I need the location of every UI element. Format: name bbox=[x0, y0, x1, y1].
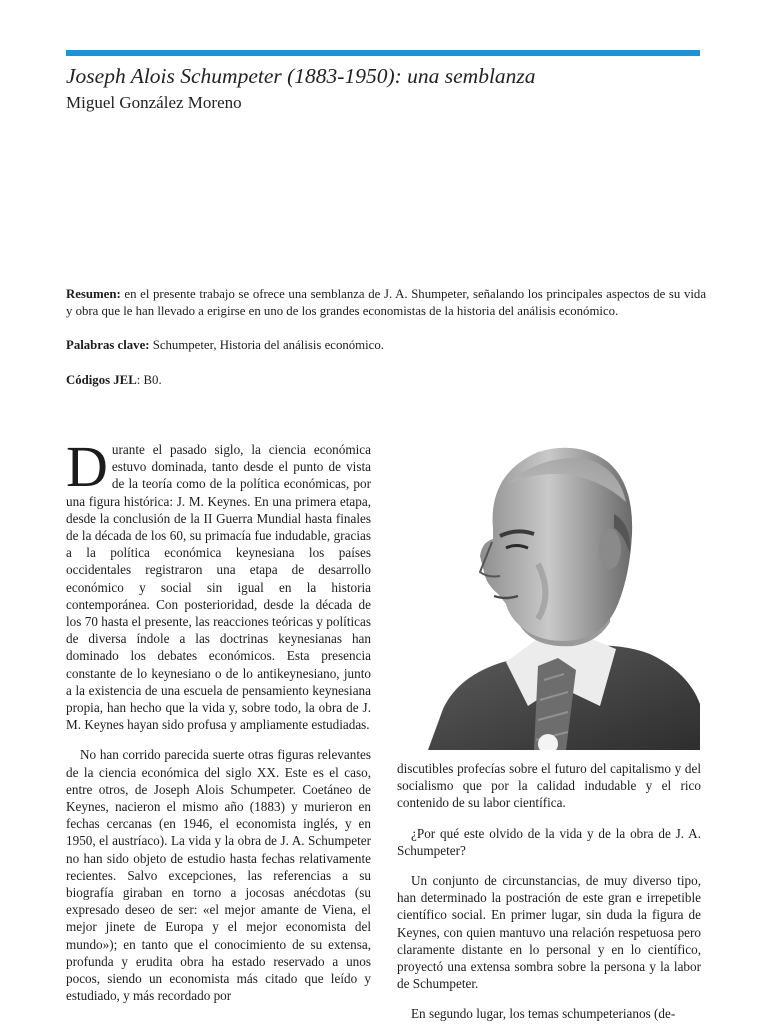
abstract-paragraph bbox=[66, 286, 706, 320]
body-column-right bbox=[397, 760, 701, 1023]
abstract-label: Resumen: bbox=[66, 287, 121, 301]
keywords-text: Schumpeter, Historia del análisis económico. bbox=[152, 338, 384, 352]
body-column-left bbox=[66, 434, 371, 1005]
keywords-line bbox=[66, 337, 706, 354]
jel-label: Códigos JEL bbox=[66, 373, 137, 387]
article-author: Miguel González Moreno bbox=[66, 93, 242, 112]
keywords-label: Palabras clave: bbox=[66, 338, 150, 352]
body-paragraph-4: ¿Por qué este olvido de la vida y de la obra de J. A. Schumpeter? bbox=[397, 825, 701, 858]
body-paragraph-6: En segundo lugar, los temas schumpeterianos (de- bbox=[411, 1006, 676, 1022]
article-title: Joseph Alois Schumpeter (1883-1950): una semblanza bbox=[66, 64, 536, 88]
abstract-text: en el presente trabajo se ofrece una semblanza de J. A. Shumpeter, señalando los principales aspectos de su vida y obra que le han llevado a erigirse en uno de los grandes economistas de la historia del análisis económico. bbox=[66, 287, 706, 318]
jel-line bbox=[66, 372, 706, 389]
body-paragraph-1-text: urante el pasado siglo, la ciencia económica estuvo dominada, tanto desde el punto de vista de la teoría como de la política económicas, por una figura histórica: J. M. Keynes. En una primera etapa, desde la conclusión de la II Guerra Mundial hasta finales de la década de los 60, su primacía fue indudable, gracias a la política económica keynesiana los países occidentales registraron una etapa de desarrollo económico y social sin igual en la historia contemporánea. Con posterioridad, desde la década de los 70 hasta el presente, las reacciones teóricas y políticas de diversa índole a las doctrinas keynesianas han dominado los debates económicos. Esta presencia constante de lo keynesiano o de lo antikeynesiano, junto a la existencia de una escuela de pensamiento keynesiana propia, han hecho que la vida y, sobre todo, la obra de J. M. Keynes hayan sido profusa y ampliamente estudiadas. bbox=[66, 442, 371, 733]
portrait-image bbox=[388, 444, 700, 750]
body-paragraph-2: No han corrido parecida suerte otras figuras relevantes de la ciencia económica del siglo XX. Este es el caso, entre otros, de Joseph Alois Schumpeter. Coetáneo de Keynes, nacieron el mismo año (1883) y murieron en fechas cercanas (en 1946, el economista inglés, y en 1950, el austríaco). La vida y la obra de J. A. Schumpeter no han sido objeto de estudio hasta fechas relativamente recientes. Salvo excepciones, las referencias a su biografía giraban en torno a jocosas anécdotas (su expresado deseo de ser: «el mejor amante de Viena, el mejor jinete de Europa y el mejor economista del mundo»); en tanto que el conocimiento de su extensa, profunda y erudita obra ha estado reservado a unos pocos, siendo un economista más citado que leído y estudiado, y más recordado por bbox=[66, 747, 371, 1004]
jel-text: : B0. bbox=[136, 373, 162, 387]
header-accent-rule bbox=[66, 50, 700, 56]
body-paragraph bbox=[66, 434, 371, 733]
body-paragraph-5: Un conjunto de circunstancias, de muy diverso tipo, han determinado la postración de este gran e irrepetible científico social. En primer lugar, sin duda la figura de Keynes, con quien mantuvo una relación respetuosa pero claramente distante en lo personal y en lo científico, proyectó una extensa sombra sobre la persona y la labor de Schumpeter. bbox=[397, 873, 701, 992]
drop-cap: D bbox=[66, 434, 108, 499]
portrait-photo bbox=[388, 444, 700, 750]
body-paragraph-3: discutibles profecías sobre el futuro del capitalismo y del socialismo que por la calidad indudable y el rico contenido de su labor científica. bbox=[397, 761, 701, 811]
